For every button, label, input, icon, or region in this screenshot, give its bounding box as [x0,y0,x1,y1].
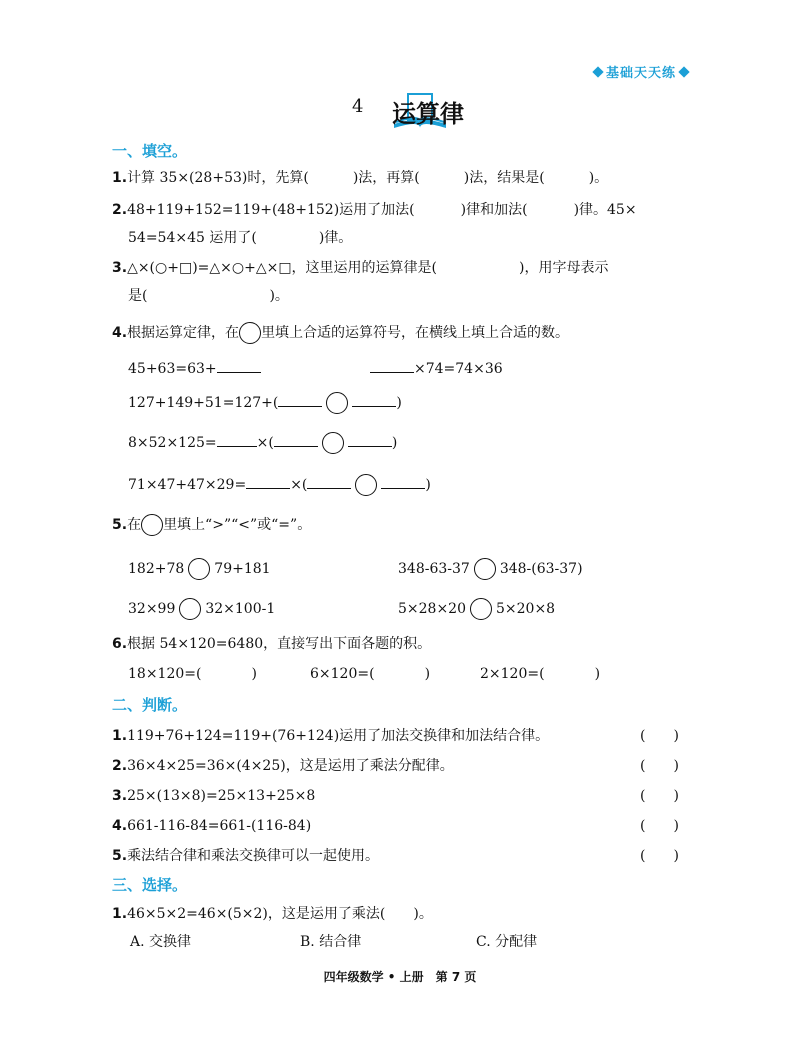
circle-slot[interactable] [179,598,201,620]
q-number: 4. [112,325,128,341]
compare-1 [128,558,271,580]
q-text: )，用字母表示 [519,260,609,276]
q-text: 661-116-84=661-(116-84) [127,818,312,834]
expr-text: 79+181 [214,561,271,577]
banner-text: 基础天天练 [606,66,677,81]
expr-text: ) [594,666,601,682]
q-text: 根据运算定律，在 [127,325,240,341]
expr-text: ×( [256,435,274,451]
lesson-number: 4 [352,96,364,117]
expr-text: 348-(63-37) [499,561,583,577]
q-number: 3. [112,260,128,276]
expr-3 [128,392,402,414]
page-footer: 四年级数学 • 上册 第 7 页 [323,970,477,984]
circle-slot[interactable] [141,514,163,536]
q-text: 里填上“>”“<”或“=”。 [163,517,312,533]
expr-2 [370,358,503,379]
q-text: 119+76+124=119+(76+124)运用了加法交换律和加法结合律。 [127,728,550,744]
answer-blank[interactable] [278,392,322,407]
circle-slot[interactable] [326,392,348,414]
product-2 [310,664,430,684]
answer-blank[interactable] [307,474,351,489]
section-true-false: 二、判断。 [112,696,188,714]
answer-blank[interactable] [370,358,414,373]
expr-1 [128,358,261,379]
paren-open: ( [640,758,646,774]
expr-text: 71×47+47×29= [128,477,247,493]
expr-text: 5×20×8 [496,601,556,617]
judge-item-1 [112,726,549,746]
q-text: )法，再算( [352,170,420,186]
q-text: 乘法结合律和乘法交换律可以一起使用。 [127,848,380,864]
option-c[interactable]: C. 分配律 [476,934,538,950]
q-number: 1. [112,728,128,744]
paren-close: ) [673,758,679,774]
q-text: )法，结果是( [463,170,545,186]
q-number: 2. [112,202,128,218]
paren-close: ) [673,728,679,744]
expr-text: 32×99 [128,601,176,617]
question-1-4 [112,322,569,344]
expr-text: ×74=74×36 [414,361,503,377]
judge-answer-3[interactable] [640,786,679,806]
expr-text: ) [424,666,431,682]
q-text: )律。 [318,230,353,246]
expr-text: 8×52×125= [128,435,217,451]
expr-5 [128,474,431,496]
paren-close: ) [673,848,679,864]
answer-blank[interactable] [217,358,261,373]
circle-slot[interactable] [239,322,261,344]
q-number: 4. [112,818,128,834]
q-number: 1. [112,170,128,186]
circle-slot[interactable] [470,598,492,620]
expr-text: 45+63=63+ [128,361,217,377]
expr-text: 5×28×20 [398,601,466,617]
q-text: 48+119+152=119+(48+152)运用了加法( [127,202,415,218]
answer-blank[interactable] [246,474,290,489]
option-a[interactable]: A. 交换律 [130,934,192,950]
judge-item-5 [112,846,379,866]
section-choice: 三、选择。 [112,876,188,894]
expr-text: 32×100-1 [205,601,276,617]
judge-item-2 [112,756,454,776]
expr-text: 127+149+51=127+( [128,395,279,411]
answer-blank[interactable] [348,432,392,447]
q-text: 是( [128,288,148,304]
q-text: 36×4×25=36×(4×25)，这是运用了乘法分配律。 [127,758,454,774]
judge-answer-4[interactable] [640,816,679,836]
expr-text: ) [396,395,402,411]
judge-answer-2[interactable] [640,756,679,776]
q-text: 46×5×2=46×(5×2)，这是运用了乘法( [127,906,386,922]
q-number: 2. [112,758,128,774]
q-text: 在 [127,517,142,533]
q-number: 5. [112,848,128,864]
judge-item-3 [112,786,315,806]
expr-text: 2×120=( [480,666,545,682]
q-number: 6. [112,636,128,652]
question-1-5 [112,514,311,536]
paren-open: ( [640,818,646,834]
expr-text: ) [391,435,398,451]
q-text: 25×(13×8)=25×13+25×8 [127,788,316,804]
expr-text: 6×120=( [310,666,375,682]
paren-open: ( [640,788,646,804]
answer-blank[interactable] [274,432,318,447]
q-text: )律和加法( [460,202,528,218]
practice-banner [590,62,692,81]
q-text: )。 [588,170,609,186]
circle-slot[interactable] [355,474,377,496]
compare-3 [128,598,275,620]
compare-4 [398,598,555,620]
expr-text: 348-63-37 [398,561,470,577]
answer-blank[interactable] [352,392,396,407]
product-3 [480,664,600,684]
judge-answer-1[interactable] [640,726,679,746]
q-number: 1. [112,906,128,922]
q-number: 3. [112,788,128,804]
expr-text: ) [251,666,257,682]
question-1-3 [112,258,609,278]
judge-item-4 [112,816,311,836]
option-b[interactable]: B. 结合律 [300,934,362,950]
q-text: )。 [269,288,289,304]
compare-2 [398,558,583,580]
q-text: 根据 54×120=6480，直接写出下面各题的积。 [127,636,432,652]
answer-blank[interactable] [217,432,257,447]
expr-4 [128,432,397,454]
section-fill-blank: 一、填空。 [112,142,188,160]
question-1-2 [112,200,637,220]
question-1-1 [112,168,608,188]
expr-text: 182+78 [128,561,185,577]
diamond-icon [592,66,603,77]
question-1-6 [112,634,431,654]
paren-open: ( [640,848,646,864]
q-text: △×(○+□)=△×○+△×□，这里运用的运算律是( [127,260,438,276]
question-1-2-cont [128,228,352,248]
question-1-3-cont [128,286,289,306]
circle-slot[interactable] [322,432,344,454]
q-text: )律。45× [573,202,637,218]
q-text: 54=54×45 运用了( [128,230,257,246]
q-text: )。 [413,906,433,922]
page-title: 运算律 [392,100,464,128]
paren-close: ) [673,788,679,804]
choice-question-1 [112,904,433,924]
judge-answer-5[interactable] [640,846,679,866]
circle-slot[interactable] [188,558,210,580]
q-number: 5. [112,517,128,533]
expr-text: ) [425,477,431,493]
q-text: 计算 35×(28+53)时，先算( [127,170,309,186]
diamond-icon [678,66,689,77]
expr-text: 18×120=( [128,666,202,682]
product-1 [128,664,257,684]
q-text: 里填上合适的运算符号，在横线上填上合适的数。 [261,325,570,341]
circle-slot[interactable] [474,558,496,580]
paren-open: ( [640,728,646,744]
paren-close: ) [673,818,679,834]
expr-text: ×( [290,477,308,493]
answer-blank[interactable] [381,474,425,489]
